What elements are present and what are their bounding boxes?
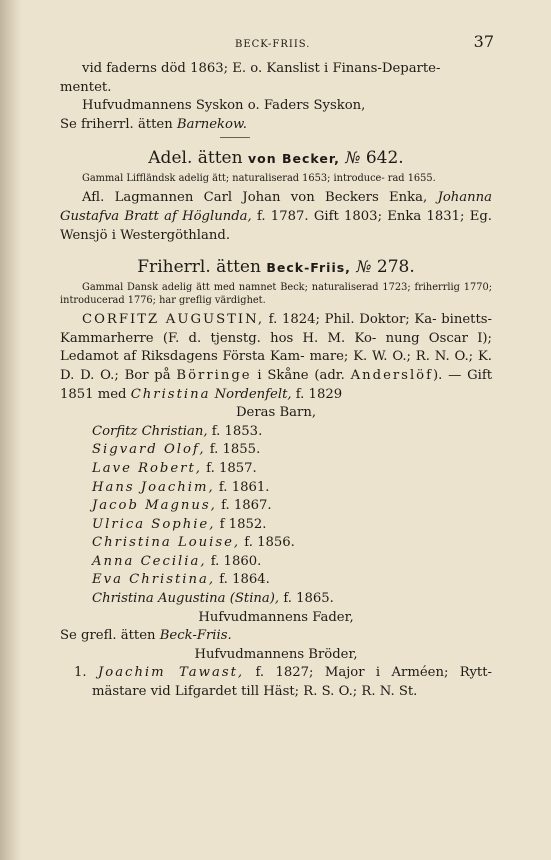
section-divider (220, 137, 250, 138)
child-name: Sigvard Olof, (92, 442, 206, 458)
children-heading: Deras Barn, (235, 405, 317, 421)
brother-number: 1. (74, 665, 98, 681)
book-page (60, 30, 492, 702)
head-of-family-entry (60, 311, 492, 404)
child-entry (60, 460, 492, 479)
becker-number: 642. (360, 148, 404, 169)
town-name: Anderslöf (350, 367, 433, 383)
child-name: Jacob Magnus, (92, 498, 217, 514)
father-ref-name: Beck-Friis. (159, 628, 232, 644)
brothers-heading: Hufvudmannens Bröder, (194, 646, 358, 662)
siblings-text: Hufvudmannens Syskon o. Faders Syskon, (82, 98, 366, 114)
father-reference (60, 627, 492, 646)
child-entry (60, 441, 492, 460)
brother-name: Joachim Tawast, (97, 665, 245, 681)
becker-number-sign: № (345, 148, 361, 168)
child-born: f. 1865. (279, 591, 334, 607)
continued-text-2: mentet. (60, 79, 112, 95)
siblings-reference (60, 116, 492, 135)
child-entry (60, 590, 492, 609)
child-name: Ulrica Sophie, (92, 516, 216, 532)
child-entry (60, 497, 492, 516)
continued-line (60, 79, 492, 98)
wife-surname: Nordenfelt, (210, 386, 292, 402)
becker-entry-post: f. 1787. Gift 1803; Enka 1831; Eg. Wensjö i Westergöthland. (60, 208, 493, 243)
becker-description: Gammal Liffländsk adelig ätt; naturaliserad 1653; introduce- rad 1655. (82, 173, 436, 185)
page-gutter-shadow (0, 0, 22, 860)
child-name: Anna Cecilia, (92, 553, 207, 569)
child-entry (60, 516, 492, 535)
child-born: f. 1864. (215, 572, 270, 588)
child-born: f 1852. (215, 516, 267, 532)
child-name: Lave Robert, (92, 460, 202, 476)
page-header (60, 30, 492, 60)
child-born: f. 1857. (201, 460, 257, 476)
child-name: Eva Christina, (92, 572, 216, 588)
child-born: f. 1853. (207, 423, 263, 439)
beckfriis-heading (60, 254, 492, 281)
becker-widow-name: Johanna Gustafva Bratt af Höglunda, (60, 190, 492, 224)
child-born: f. 1861. (214, 479, 270, 495)
child-entry (60, 553, 492, 572)
child-born: f. 1860. (206, 553, 262, 569)
child-entry (60, 423, 492, 442)
siblings-note (60, 97, 492, 116)
running-title: BECK-FRIIS. (235, 39, 311, 50)
children-list (60, 423, 492, 609)
father-heading: Hufvudmannens Fader, (198, 609, 354, 625)
beckfriis-heading-pre: Friherrl. ätten (137, 257, 267, 278)
brother-entry (60, 664, 492, 701)
becker-entry-pre: Afl. Lagmannen Carl Johan von Beckers Enka, (82, 190, 428, 206)
child-name: Hans Joachim, (92, 479, 215, 495)
child-name: Christina Louise, (92, 535, 241, 551)
head-text-2: i Skåne (adr. (251, 367, 351, 383)
father-ref-pre: Se grefl. ätten (60, 628, 160, 644)
child-born: f. 1856. (240, 535, 295, 551)
becker-heading (60, 145, 492, 172)
estate-name: Börringe (176, 367, 252, 383)
wife-born: f. 1829 (291, 386, 343, 402)
child-entry (60, 571, 492, 590)
siblings-ref-name: Barnekow. (176, 116, 247, 132)
child-name: Christina Augustina (Stina), (92, 591, 280, 607)
head-text-3: ). — Gift 1851 med (60, 367, 492, 402)
child-entry (60, 479, 492, 498)
child-entry (60, 534, 492, 553)
beckfriis-name: Beck-Friis, (266, 260, 351, 276)
beckfriis-number: 278. (371, 257, 415, 278)
becker-heading-pre: Adel. ätten (148, 148, 248, 169)
child-name: Corfitz Christian, (92, 423, 208, 439)
head-of-family-name: CORFITZ AUGUSTIN, (82, 312, 265, 328)
page-number: 37 (473, 32, 494, 51)
child-born: f. 1867. (216, 498, 272, 514)
brother-text: f. 1827; Major i Arméen; Rytt- mästare vid Lifgardet till Häst; R. S. O.; R. N. St. (92, 665, 492, 700)
becker-entry (60, 189, 492, 245)
beckfriis-number-sign: № (356, 257, 372, 277)
beckfriis-description: Gammal Dansk adelig ätt med namnet Beck; naturaliserad 1723; friherrlig 1770; introducerad 1776; har greflig värdighet. (60, 282, 492, 307)
siblings-ref-pre: Se friherrl. ätten (60, 116, 177, 132)
head-text-1: f. 1824; Phil. Doktor; Ka- binetts-Kammarherre (F. d. tjenstg. hos H. M. Ko- nung Oscar I); Ledamot af Riksdagens Första Kam- mare; K. W. O.; R. N. O.; K. D. D. O.; Bor på (60, 312, 492, 383)
continued-line (60, 60, 492, 79)
becker-name: von Becker, (247, 151, 340, 167)
continued-text-1: vid faderns död 1863; E. o. Kanslist i Finans-Departe- (82, 61, 441, 76)
wife-name: Christina (130, 386, 211, 402)
child-born: f. 1855. (205, 442, 261, 458)
